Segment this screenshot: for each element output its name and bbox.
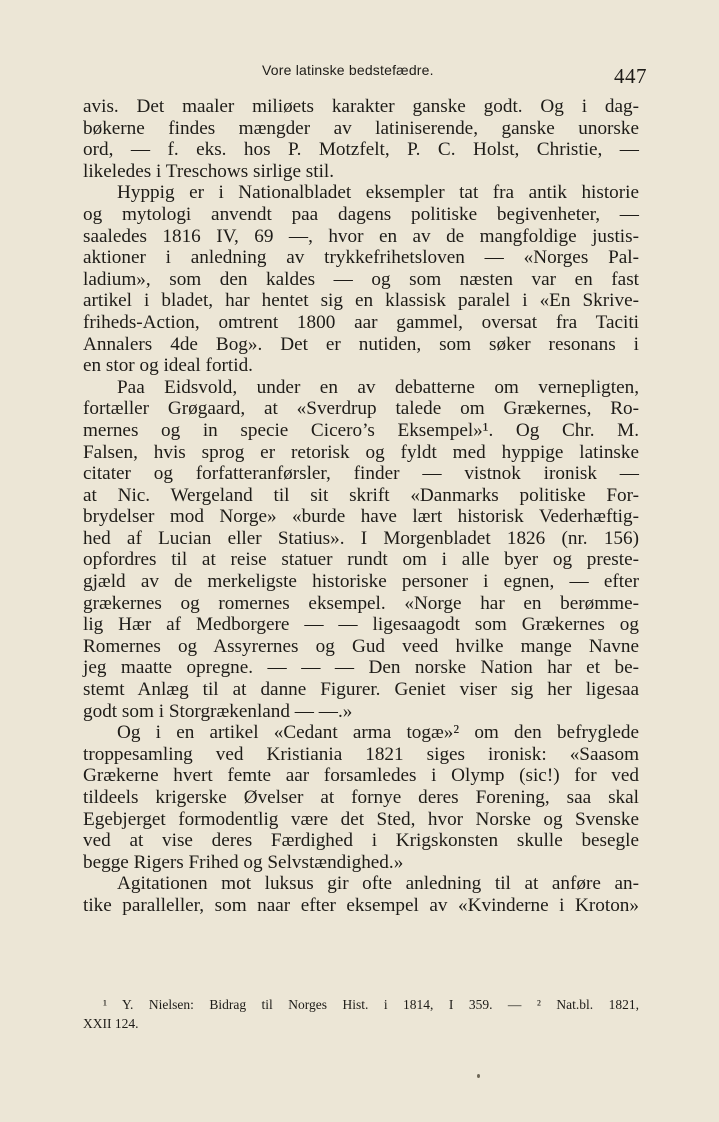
text-line: brydelser mod Norge» «burde have lært historisk Vederhæftig-	[83, 506, 639, 528]
footnote-line: XXII 124.	[83, 1016, 139, 1031]
text-line: og mytologi anvendt paa dagens politiske begivenheter, —	[83, 203, 639, 225]
text-line: avis. Det maaler miliøets karakter ganske godt. Og i dag-	[83, 96, 639, 117]
text-line: bøkerne findes mængder av latiniserende, ganske unorske	[83, 117, 639, 139]
text-line: lig Hær af Medborgere — — ligesaagodt som Grækernes og	[83, 614, 639, 636]
text-line: ved at vise deres Færdighed i Krigskonsten skulle besegle	[83, 830, 639, 852]
text-line: tildeels krigerske Øvelser at fornye deres Forening, saa skal	[83, 787, 639, 808]
text-line: troppesamling ved Kristiania 1821 siges ironisk: «Saasom	[83, 743, 639, 765]
text-line: friheds-Action, omtrent 1800 aar gammel, oversat fra Taciti	[83, 311, 639, 333]
text-line: grækernes og romernes eksempel. «Norge har en berømme-	[83, 592, 639, 614]
text-line: ord, — f. eks. hos P. Motzfelt, P. C. Holst, Christie, —	[83, 139, 639, 161]
text-line: ladium», som den kaldes — og som næsten var en fast	[83, 268, 639, 290]
text-line: mernes og in specie Cicero’s Eksempel»¹. Og Chr. M.	[83, 419, 639, 441]
text-line: Agitationen mot luksus gir ofte anledning til at anføre an-	[117, 873, 639, 895]
running-title: Vore latinske bedstefædre.	[262, 62, 434, 78]
footnotes	[83, 995, 639, 1033]
text-line: Egebjerget formodentlig være det Sted, hvor Norske og Svenske	[83, 808, 639, 830]
body-text	[83, 96, 639, 917]
text-line: Og i en artikel «Cedant arma togæ»² om den befryglede	[117, 722, 639, 744]
text-line: stemt Anlæg til at danne Figurer. Geniet viser sig her ligesaa	[83, 679, 639, 701]
text-line: likeledes i Treschows sirlige stil.	[83, 160, 335, 182]
text-line: Paa Eidsvold, under en av debatterne om vernepligten,	[117, 376, 639, 398]
text-line: Hyppig er i Nationalbladet eksempler tat fra antik historie	[117, 182, 639, 204]
text-line: Falsen, hvis sprog er retorisk og fyldt med hyppige latinske	[83, 441, 639, 463]
text-line: artikel i bladet, har hentet sig en klassisk paralel i «En Skrive-	[83, 290, 639, 312]
text-line: aktioner i anledning av trykkefrihetsloven — «Norges Pal-	[83, 247, 639, 269]
text-line: Romernes og Assyrernes og Gud veed hvilke mange Navne	[83, 635, 639, 657]
running-head	[0, 60, 719, 90]
text-line: gjæld av de merkeligste historiske personer i egnen, — efter	[83, 571, 639, 593]
footnote-line: ¹ Y. Nielsen: Bidrag til Norges Hist. i 1814, I 359. — ² Nat.bl. 1821,	[103, 997, 639, 1012]
text-line: godt som i Storgrækenland — —.»	[83, 700, 353, 722]
text-line: tike paralleller, som naar efter eksempel av «Kvinderne i Kroton»	[83, 894, 639, 916]
text-line: fortæller Grøgaard, at «Sverdrup talede om Grækernes, Ro-	[83, 398, 639, 420]
text-line: at Nic. Wergeland til sit skrift «Danmarks politiske For-	[83, 484, 639, 506]
text-line: opfordres til at reise statuer rundt om i alle byer og preste-	[83, 549, 639, 571]
page-number: 447	[614, 64, 647, 88]
text-line: citater og forfatteranførsler, finder — vistnok ironisk —	[83, 463, 639, 485]
text-line: en stor og ideal fortid.	[83, 355, 253, 377]
text-line: begge Rigers Frihed og Selvstændighed.»	[83, 851, 404, 873]
text-line: jeg maatte opregne. — — — Den norske Nation har et be-	[83, 657, 639, 679]
text-line: Grækerne hvert femte aar forsamledes i Olymp (sic!) for ved	[83, 765, 639, 787]
paper-speck	[477, 1074, 480, 1078]
text-line: Annalers 4de Bog». Det er nutiden, som søker resonans i	[83, 333, 639, 355]
text-line: hed af Lucian eller Statius». I Morgenbladet 1826 (nr. 156)	[83, 527, 639, 549]
text-line: saaledes 1816 IV, 69 —, hvor en av de mangfoldige justis-	[83, 225, 639, 247]
